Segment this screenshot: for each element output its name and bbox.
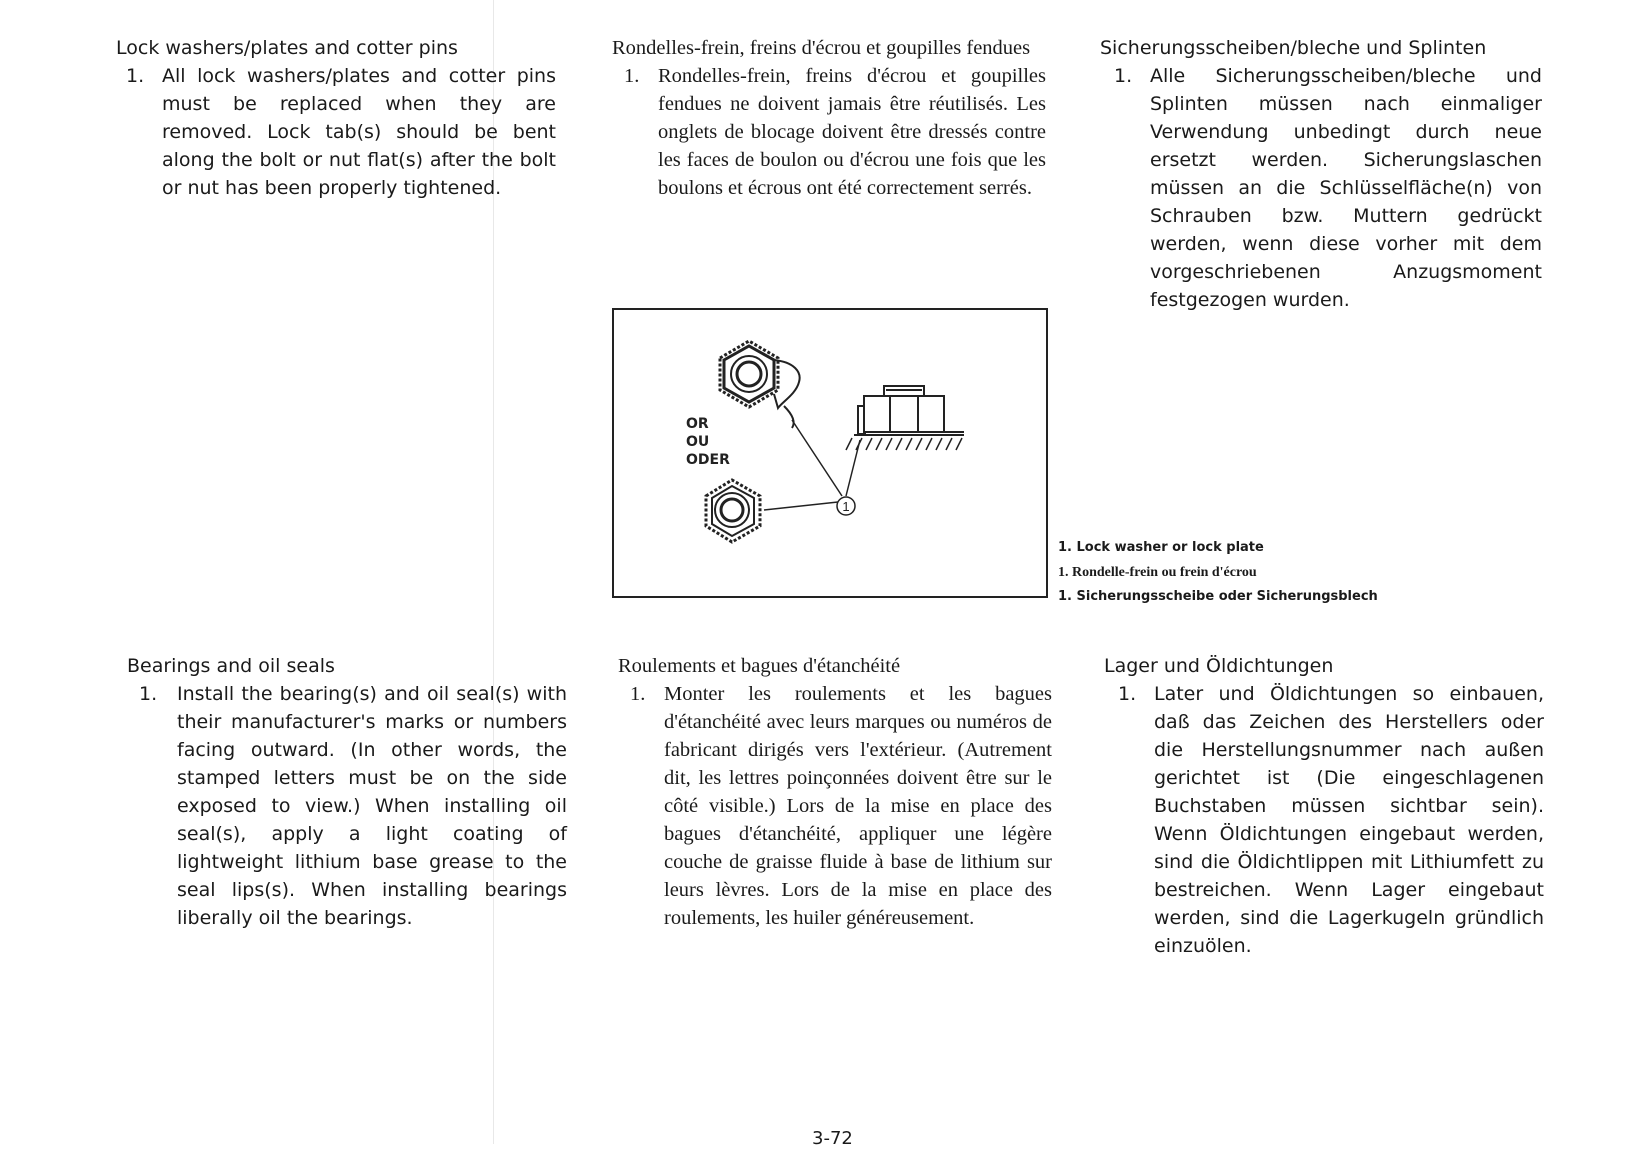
fr-bearings-heading: Roulements et bagues d'étanchéité bbox=[618, 655, 901, 677]
fr-bearings-item-text: Monter les roulements et les bagues d'étanchéité avec leurs marques ou numéros de fabricant dirigés vers l'extérieur. (Autrement dit, les lettres poinçonnées doivent être sur le côté visible.) Lors de la mise en place des bagues d'étanchéité, appliquer une légère couche de graisse fluide à base de lithium sur leurs lèvres. Lors de la mise en place des roulements, les huiler généreusement. bbox=[664, 683, 1052, 929]
upper-nut-drawing bbox=[720, 341, 800, 428]
fr-lock-item bbox=[612, 62, 1046, 202]
fr-lock-item-number: 1. bbox=[624, 65, 640, 87]
fr-bearings-section bbox=[618, 652, 1052, 932]
de-bearings-heading: Lager und Öldichtungen bbox=[1104, 655, 1334, 677]
de-lock-section bbox=[1100, 34, 1542, 314]
lower-nut-drawing bbox=[706, 480, 760, 542]
de-lock-item-text: Alle Sicherungsscheiben/bleche und Splinten müssen nach einmaliger Verwendung unbedingt durch neue ersetzt werden. Sicherungslaschen müssen an die Schlüsselfläche(n) von Schrauben bzw. Muttern gedrückt werden, wenn diese vorher mit dem vorgeschriebenen Anzugsmoment festgezogen wurden. bbox=[1150, 65, 1542, 311]
fr-lock-item-text: Rondelles-frein, freins d'écrou et goupilles fendues ne doivent jamais être réutilisés. Les onglets de blocage doivent être dressés contre les faces de boulon ou d'écrou une fois que les boulons et écrous ont été correctement serrés. bbox=[658, 65, 1046, 199]
ou-label: OU bbox=[686, 434, 710, 450]
fr-lock-heading: Rondelles-frein, freins d'écrou et goupilles fendues bbox=[612, 37, 1031, 59]
callout-number: 1 bbox=[842, 499, 850, 514]
de-bearings-item-number: 1. bbox=[1118, 683, 1137, 705]
de-lock-item bbox=[1100, 62, 1542, 314]
en-lock-section bbox=[116, 34, 556, 202]
lock-washer-figure bbox=[612, 308, 1048, 598]
lock-washer-diagram bbox=[614, 310, 1046, 596]
en-bearings-item bbox=[127, 680, 567, 932]
de-lock-item-number: 1. bbox=[1114, 65, 1133, 87]
oder-label: ODER bbox=[686, 452, 730, 468]
fr-bearings-item-number: 1. bbox=[630, 683, 646, 705]
side-nut-drawing bbox=[846, 386, 964, 450]
en-lock-heading: Lock washers/plates and cotter pins bbox=[116, 37, 458, 59]
page-number: 3-72 bbox=[812, 1128, 853, 1149]
figure-caption-en: 1. Lock washer or lock plate bbox=[1058, 540, 1264, 555]
en-lock-item bbox=[116, 62, 556, 202]
or-label: OR bbox=[686, 416, 709, 432]
en-lock-item-text: All lock washers/plates and cotter pins must be replaced when they are removed. Lock tab(s) should be bent along the bolt or nut flat(s) after the bolt or nut has been properly tightened. bbox=[162, 65, 556, 199]
en-lock-item-number: 1. bbox=[126, 65, 145, 87]
en-bearings-section bbox=[127, 652, 567, 932]
en-bearings-item-number: 1. bbox=[139, 683, 158, 705]
en-bearings-heading: Bearings and oil seals bbox=[127, 655, 335, 677]
de-bearings-section bbox=[1104, 652, 1544, 960]
figure-caption-de: 1. Sicherungsscheibe oder Sicherungsblech bbox=[1058, 589, 1378, 604]
de-lock-heading: Sicherungsscheiben/bleche und Splinten bbox=[1100, 37, 1487, 59]
de-bearings-item-text: Later und Öldichtungen so einbauen, daß das Zeichen des Herstellers oder die Herstellungsnummer nach außen gerichtet ist (Die eingeschlagenen Buchstaben müssen sichtbar sein). Wenn Öldichtungen eingebaut werden, sind die Öldichtlippen mit Lithiumfett zu bestreichen. Wenn Lager eingebaut werden, sind die Lagerkugeln gründlich einzuölen. bbox=[1154, 683, 1544, 957]
figure-caption-fr: 1. Rondelle-frein ou frein d'écrou bbox=[1058, 565, 1257, 580]
fr-lock-section bbox=[612, 34, 1046, 202]
de-bearings-item bbox=[1104, 680, 1544, 960]
en-bearings-item-text: Install the bearing(s) and oil seal(s) with their manufacturer's marks or numbers facing outward. (In other words, the stamped letters must be on the side exposed to view.) When installing oil seal(s), apply a light coating of lightweight lithium base grease to the seal lips(s). When installing bearings liberally oil the bearings. bbox=[177, 683, 567, 929]
fr-bearings-item bbox=[618, 680, 1052, 932]
